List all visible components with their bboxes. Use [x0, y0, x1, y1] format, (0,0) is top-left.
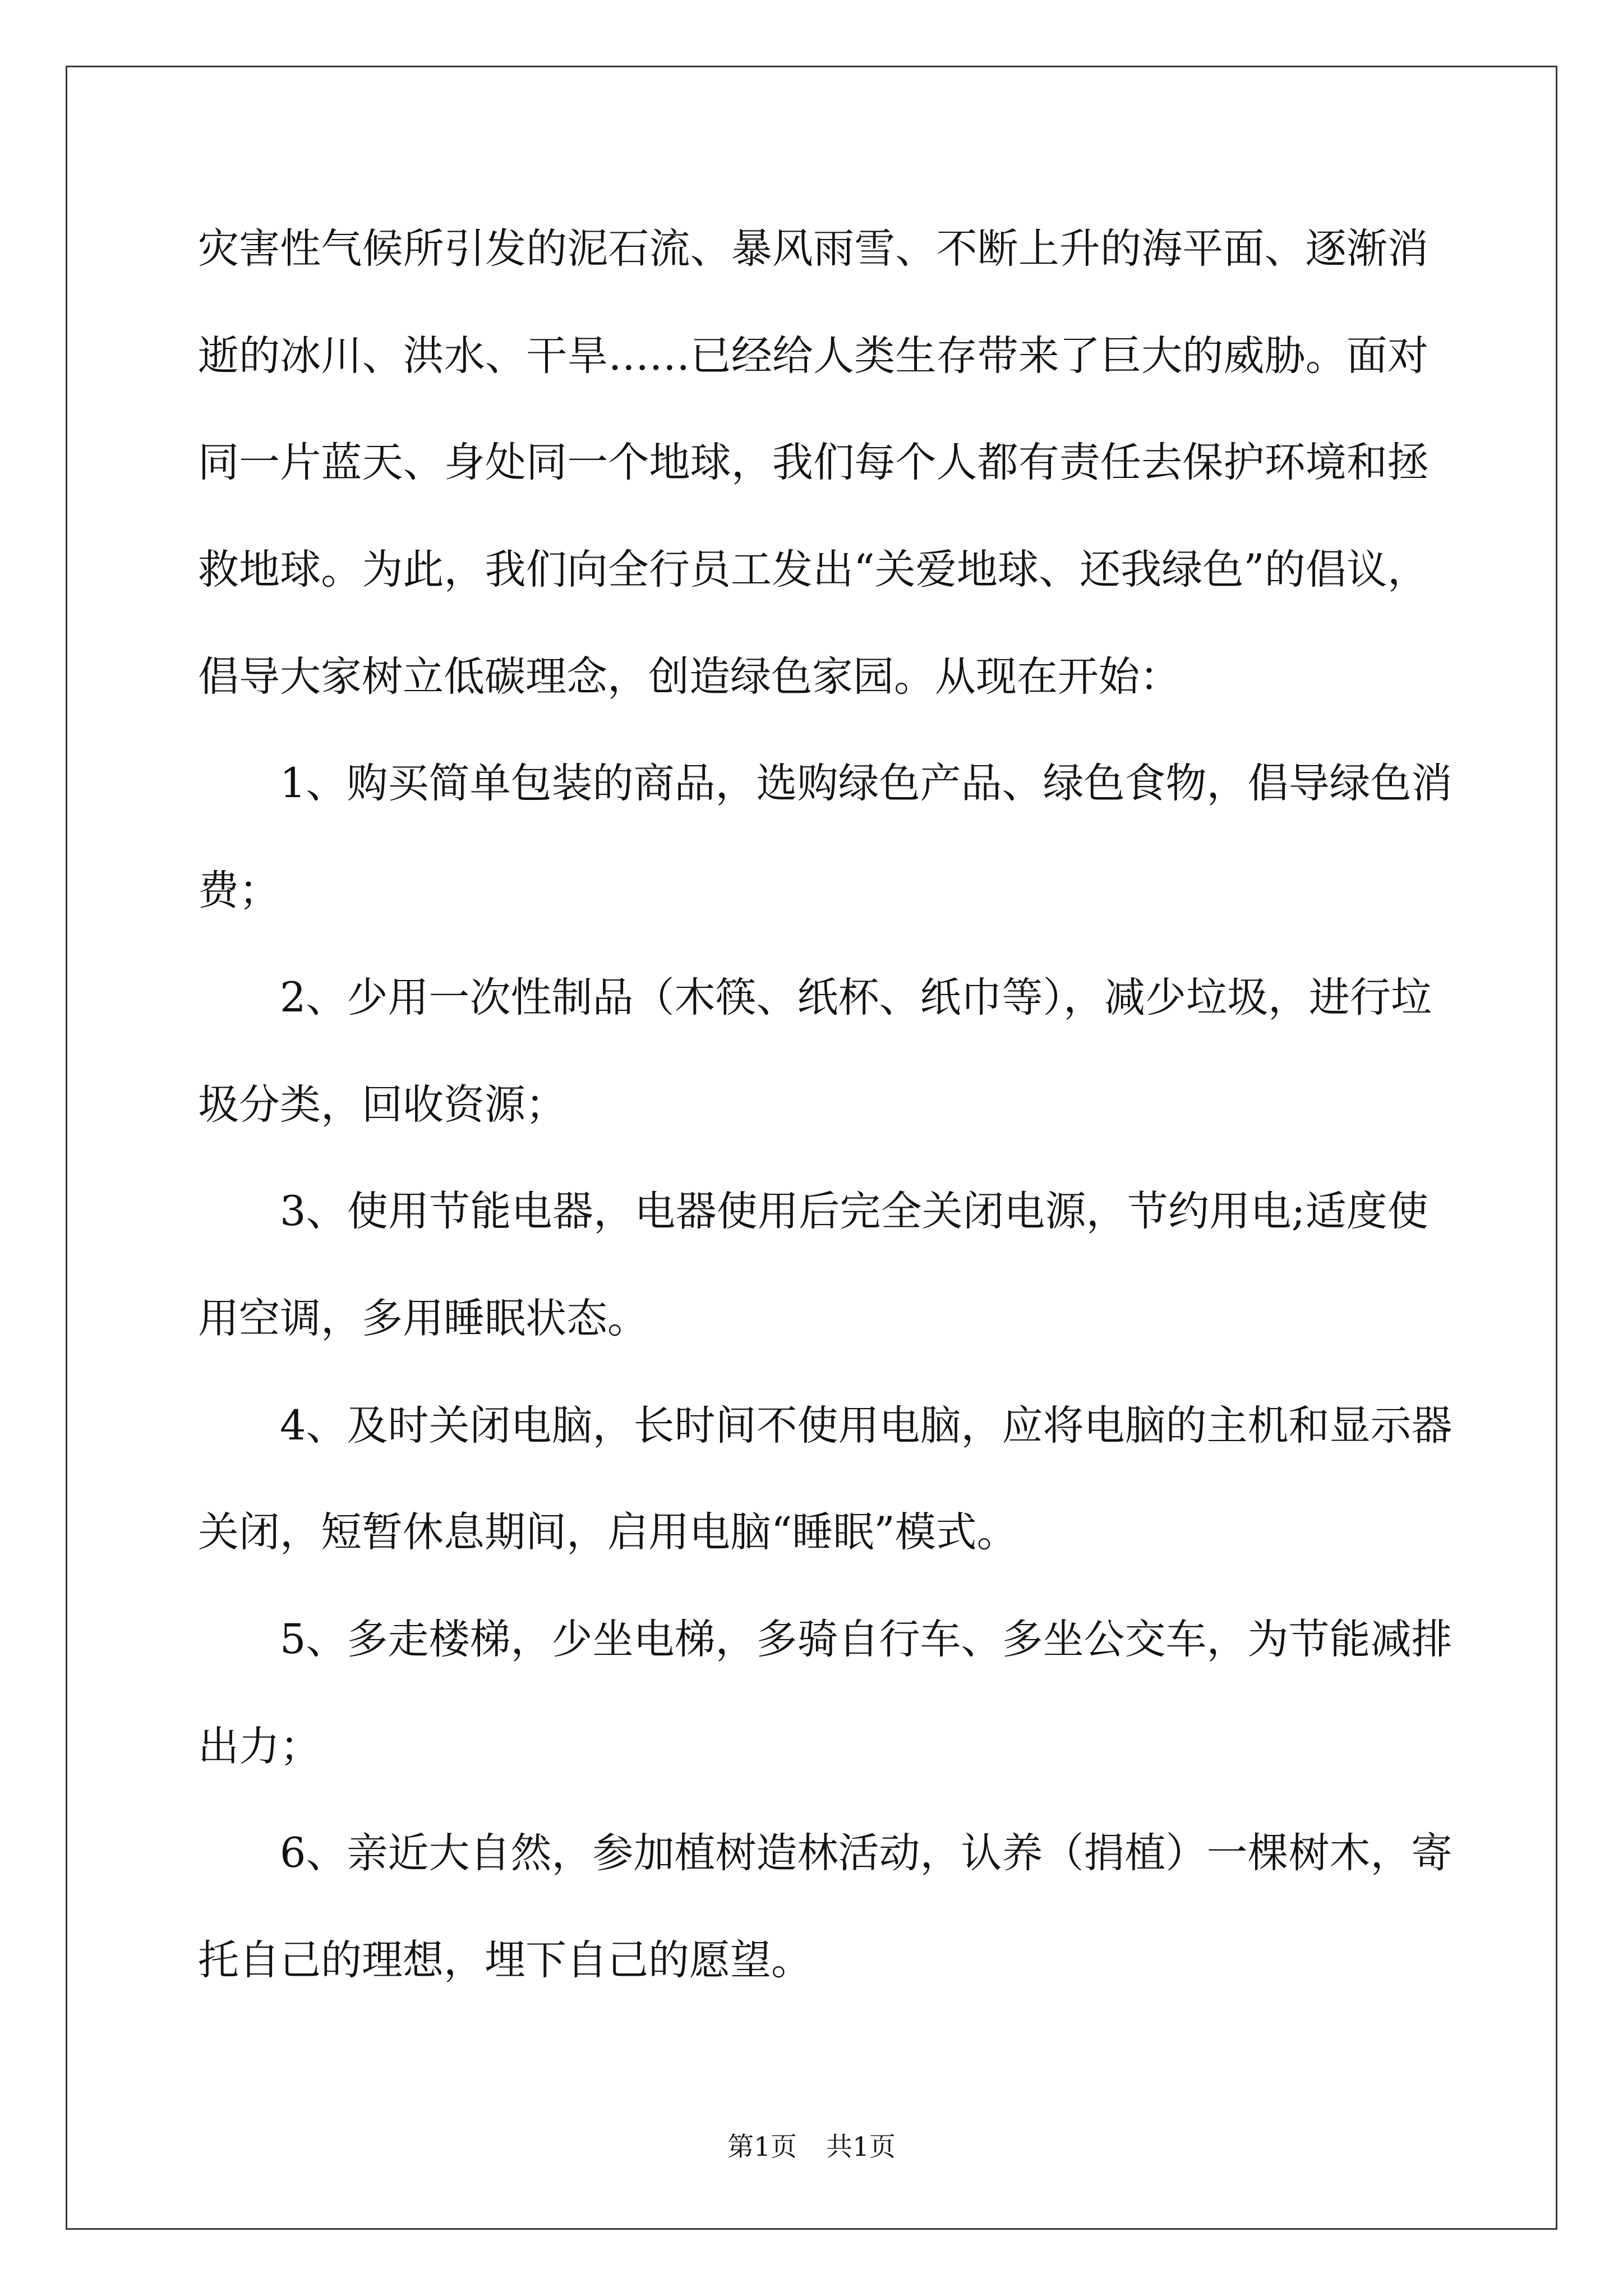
text-line: 1、购买简单包装的商品，选购绿色产品、绿色食物，倡导绿色消	[280, 760, 1453, 808]
text-line: 救地球。为此，我们向全行员工发出“关爱地球、还我绿色”的倡议，	[198, 546, 1428, 594]
page-footer	[0, 2131, 1623, 2164]
paragraph-item-1	[198, 730, 1453, 944]
paragraph-item-6	[198, 1800, 1453, 2014]
paragraph-item-4	[198, 1373, 1453, 1586]
text-line: 托自己的理想，埋下自己的愿望。	[198, 1936, 812, 1984]
paragraph-item-5	[198, 1586, 1453, 1800]
paragraph-item-3	[198, 1158, 1428, 1372]
text-line: 出力；	[198, 1722, 321, 1770]
paragraph-item-2	[198, 945, 1432, 1158]
paragraph-intro	[198, 196, 1428, 730]
text-line: 灾害性气候所引发的泥石流、暴风雨雪、不断上升的海平面、逐渐消	[198, 225, 1428, 273]
text-line: 关闭，短暂休息期间，启用电脑“睡眠”模式。	[198, 1508, 1018, 1557]
page-number-total: 共1页	[826, 2132, 896, 2162]
text-line: 倡导大家树立低碳理念，创造绿色家园。从现在开始：	[198, 652, 1181, 701]
text-line: 2、少用一次性制品（木筷、纸杯、纸巾等），减少垃圾，进行垃	[280, 973, 1432, 1022]
text-line: 逝的冰川、洪水、干旱……已经给人类生存带来了巨大的威胁。面对	[198, 332, 1428, 380]
text-line: 3、使用节能电器，电器使用后完全关闭电源，节约用电;适度使	[280, 1188, 1428, 1236]
text-line: 圾分类，回收资源；	[198, 1080, 566, 1129]
text-line: 4、及时关闭电脑，长时间不使用电脑，应将电脑的主机和显示器	[280, 1401, 1453, 1450]
text-line: 费；	[198, 867, 280, 915]
text-line: 5、多走楼梯，少坐电梯，多骑自行车、多坐公交车，为节能减排	[280, 1615, 1453, 1663]
page-number-current: 第1页	[727, 2132, 797, 2162]
document-body	[198, 196, 1453, 2014]
text-line: 同一片蓝天、身处同一个地球，我们每个人都有责任去保护环境和拯	[198, 439, 1428, 487]
text-line: 6、亲近大自然，参加植树造林活动，认养（捐植）一棵树木，寄	[280, 1829, 1453, 1878]
text-line: 用空调，多用睡眠状态。	[198, 1294, 648, 1342]
